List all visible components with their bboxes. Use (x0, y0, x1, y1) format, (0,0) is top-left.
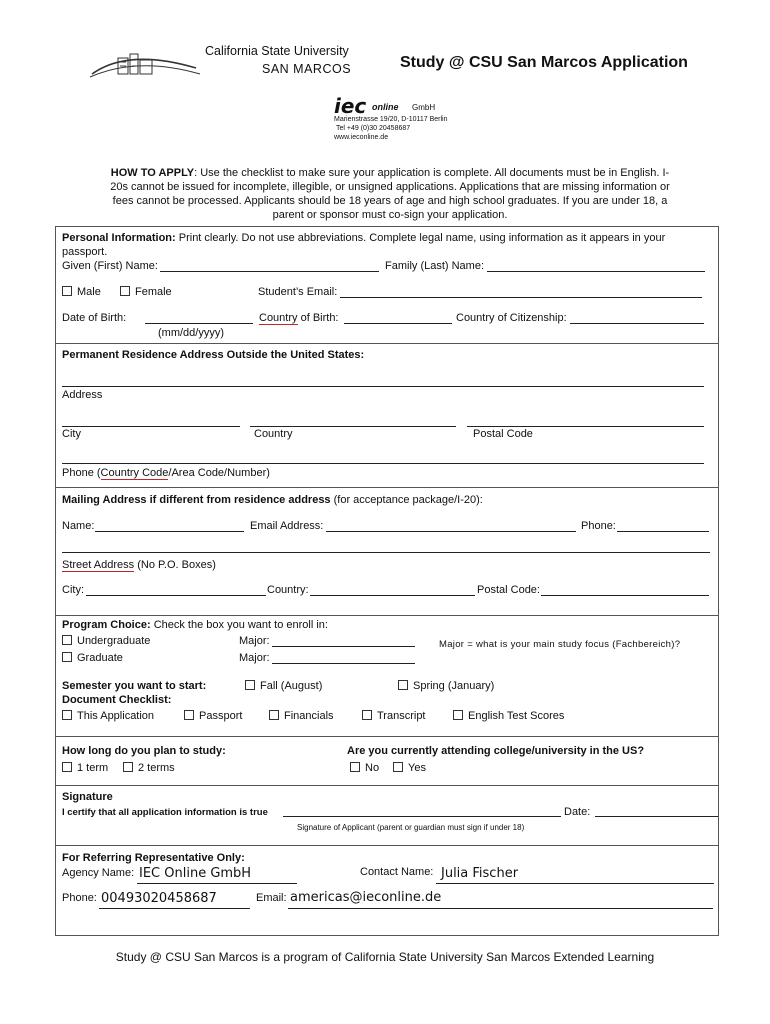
major-note: Major = what is your main study focus (Fachbereich)? (439, 639, 681, 650)
male-label: Male (77, 286, 101, 298)
term2-option[interactable] (123, 762, 175, 774)
mailing-name-label: Name: (62, 520, 95, 532)
stamp-brand: iec (334, 94, 367, 118)
country-word: Country (259, 312, 298, 324)
ref-phone-field[interactable] (99, 908, 250, 909)
doc-transcript-checkbox[interactable] (362, 710, 372, 720)
semester-label: Semester you want to start: (62, 680, 207, 692)
graduate-checkbox[interactable] (62, 652, 72, 662)
contact-field[interactable] (436, 883, 714, 884)
no-label: No (365, 762, 380, 774)
residence-heading: Permanent Residence Address Outside the United States: (62, 349, 365, 361)
checklist-label: Document Checklist: (62, 694, 172, 706)
doc-financials-checkbox[interactable] (269, 710, 279, 720)
dob-field[interactable] (145, 323, 253, 324)
divider-referring (55, 845, 719, 846)
mailing-heading: Mailing Address if different from residence address (62, 494, 331, 506)
iec-stamp (334, 96, 474, 148)
spring-checkbox[interactable] (398, 680, 408, 690)
country-of-birth-field[interactable] (344, 323, 452, 324)
fall-label: Fall (August) (260, 680, 323, 692)
divider-signature (55, 785, 719, 786)
mailing-phone-label: Phone: (581, 520, 616, 532)
stamp-web: www.ieconline.de (334, 134, 389, 141)
term1-option[interactable] (62, 762, 108, 774)
yes-label: Yes (408, 762, 426, 774)
family-name-field[interactable] (487, 271, 705, 272)
doc-transcript-label: Transcript (377, 710, 426, 722)
residence-address-label: Address (62, 389, 103, 401)
phone-country-code: Country Code (100, 467, 169, 479)
mailing-name-field[interactable] (95, 531, 244, 532)
program-heading-row (62, 619, 328, 631)
fall-option[interactable] (245, 680, 322, 692)
mailing-email-field[interactable] (326, 531, 576, 532)
mailing-postal-field[interactable] (541, 595, 709, 596)
graduate-option[interactable] (62, 652, 123, 664)
stamp-company: GmbH (412, 103, 436, 112)
spring-option[interactable] (398, 680, 494, 692)
street-note: (No P.O. Boxes) (134, 559, 216, 571)
doc-passport[interactable] (184, 710, 242, 722)
ref-phone-value[interactable]: 00493020458687 (101, 891, 217, 906)
phone-pre: Phone ( (62, 467, 101, 479)
mailing-country-label: Country: (267, 584, 309, 596)
grad-major-field[interactable] (272, 663, 415, 664)
certify-text: I certify that all application information is true (62, 807, 268, 818)
doc-financials-label: Financials (284, 710, 334, 722)
female-option[interactable] (120, 286, 172, 298)
mailing-street-field[interactable] (62, 552, 710, 553)
duration-question: How long do you plan to study: (62, 745, 226, 757)
referring-heading: For Referring Representative Only: (62, 852, 245, 864)
date-label: Date: (564, 806, 591, 818)
residence-phone-field[interactable] (62, 463, 704, 464)
stamp-street: Marienstrasse 19/20, D-10117 Berlin (334, 116, 448, 123)
residence-country-field[interactable] (250, 426, 456, 427)
divider-mailing (55, 487, 719, 488)
term1-checkbox[interactable] (62, 762, 72, 772)
dob-label: Date of Birth: (62, 312, 127, 324)
male-checkbox[interactable] (62, 286, 72, 296)
doc-english[interactable] (453, 710, 564, 722)
doc-application[interactable] (62, 710, 154, 722)
dob-format: (mm/dd/yyyy) (158, 327, 224, 339)
female-label: Female (135, 286, 172, 298)
how-to-apply-line-1: : Use the checklist to make sure your application is complete. All documents must be in English. I- (194, 167, 670, 179)
ref-phone-label: Phone: (62, 892, 97, 904)
residence-postal-field[interactable] (467, 426, 704, 427)
how-to-apply (80, 166, 700, 222)
mailing-city-label: City: (62, 584, 84, 596)
mailing-country-field[interactable] (310, 595, 475, 596)
residence-city-label: City (62, 428, 81, 440)
doc-transcript[interactable] (362, 710, 426, 722)
residence-country-label: Country (254, 428, 293, 440)
undergrad-major-field[interactable] (272, 646, 415, 647)
term1-label: 1 term (77, 762, 109, 774)
ref-email-label: Email: (256, 892, 287, 904)
residence-address-field[interactable] (62, 386, 704, 387)
graduate-label: Graduate (77, 652, 123, 664)
personal-heading: Personal Information: (62, 232, 176, 244)
term2-label: 2 terms (138, 762, 175, 774)
contact-value[interactable]: Julia Fischer (441, 866, 519, 881)
personal-instructions-2: passport. (62, 246, 108, 258)
stamp-brand-suffix: online (372, 102, 399, 112)
program-heading-note: Check the box you want to enroll in: (150, 619, 328, 631)
mailing-city-field[interactable] (86, 595, 266, 596)
no-option[interactable] (350, 762, 379, 774)
student-email-label: Student’s Email: (258, 286, 338, 298)
signature-note: Signature of Applicant (parent or guardian must sign if under 18) (297, 823, 525, 832)
doc-english-checkbox[interactable] (453, 710, 463, 720)
of-birth-word: of Birth: (297, 312, 339, 324)
citizenship-field[interactable] (570, 323, 704, 324)
family-name-label: Family (Last) Name: (385, 260, 485, 272)
street-address-word: Street Address (62, 559, 135, 571)
footer-text: Study @ CSU San Marcos is a program of California State University San Marcos Extended Learning (115, 950, 655, 964)
residence-phone-label (62, 467, 270, 479)
yes-option[interactable] (393, 762, 426, 774)
doc-financials[interactable] (269, 710, 334, 722)
term2-checkbox[interactable] (123, 762, 133, 772)
female-checkbox[interactable] (120, 286, 130, 296)
yes-checkbox[interactable] (393, 762, 403, 772)
citizenship-label: Country of Citizenship: (456, 312, 567, 324)
mailing-street-label (62, 559, 216, 571)
undergraduate-label: Undergraduate (77, 635, 151, 647)
divider-program (55, 615, 719, 616)
given-name-field[interactable] (160, 271, 379, 272)
student-email-field[interactable] (340, 297, 702, 298)
residence-city-field[interactable] (62, 426, 240, 427)
ref-email-value[interactable]: americas@ieconline.de (290, 890, 442, 905)
residence-postal-label: Postal Code (473, 428, 533, 440)
divider-study (55, 736, 719, 737)
doc-application-label: This Application (77, 710, 155, 722)
doc-application-checkbox[interactable] (62, 710, 72, 720)
male-option[interactable] (62, 286, 101, 298)
personal-instructions (62, 232, 665, 244)
agency-label: Agency Name: (62, 867, 135, 879)
agency-field[interactable] (137, 883, 297, 884)
grad-major-label: Major: (239, 652, 270, 664)
how-to-apply-line-2: 20s cannot be issued for incomplete, illegible, or unsigned applications. Applications that are missing information or (110, 181, 670, 193)
signature-heading: Signature (62, 791, 113, 803)
agency-value[interactable]: IEC Online GmbH (139, 866, 252, 881)
spring-label: Spring (January) (413, 680, 495, 692)
program-heading: Program Choice: (62, 619, 151, 631)
country-of-birth-label (259, 312, 339, 324)
csusm-logo (88, 42, 203, 82)
mailing-heading-row (62, 494, 483, 506)
university-name: California State University (205, 44, 349, 58)
how-to-apply-line-3: fees cannot be processed. Applicants should be 18 years of age and high school graduates. If you are under 18, a (112, 195, 668, 207)
how-to-apply-line-4: parent or sponsor must co-sign your application. (272, 209, 508, 221)
mailing-email-label: Email Address: (250, 520, 324, 532)
ref-email-field[interactable] (288, 908, 713, 909)
doc-english-label: English Test Scores (468, 710, 565, 722)
personal-instructions-1: Print clearly. Do not use abbreviations. Complete legal name, using information as it appears in your (175, 232, 666, 244)
undergraduate-option[interactable] (62, 635, 150, 647)
attending-question: Are you currently attending college/university in the US? (347, 745, 645, 757)
phone-post: /Area Code/Number) (168, 467, 270, 479)
doc-passport-label: Passport (199, 710, 243, 722)
given-name-label: Given (First) Name: (62, 260, 158, 272)
signature-field[interactable] (283, 816, 561, 817)
university-campus: SAN MARCOS (262, 62, 352, 76)
doc-passport-checkbox[interactable] (184, 710, 194, 720)
mailing-heading-note: (for acceptance package/I-20): (330, 494, 483, 506)
contact-label: Contact Name: (360, 866, 434, 878)
date-field[interactable] (595, 816, 718, 817)
page-title: Study @ CSU San Marcos Application (400, 54, 688, 71)
mailing-postal-label: Postal Code: (477, 584, 540, 596)
undergraduate-checkbox[interactable] (62, 635, 72, 645)
fall-checkbox[interactable] (245, 680, 255, 690)
stamp-tel: Tel +49 (0)30 20458687 (336, 125, 411, 132)
mailing-phone-field[interactable] (617, 531, 709, 532)
how-to-apply-label: HOW TO APPLY (110, 167, 195, 179)
divider-residence (55, 343, 719, 344)
no-checkbox[interactable] (350, 762, 360, 772)
undergrad-major-label: Major: (239, 635, 270, 647)
